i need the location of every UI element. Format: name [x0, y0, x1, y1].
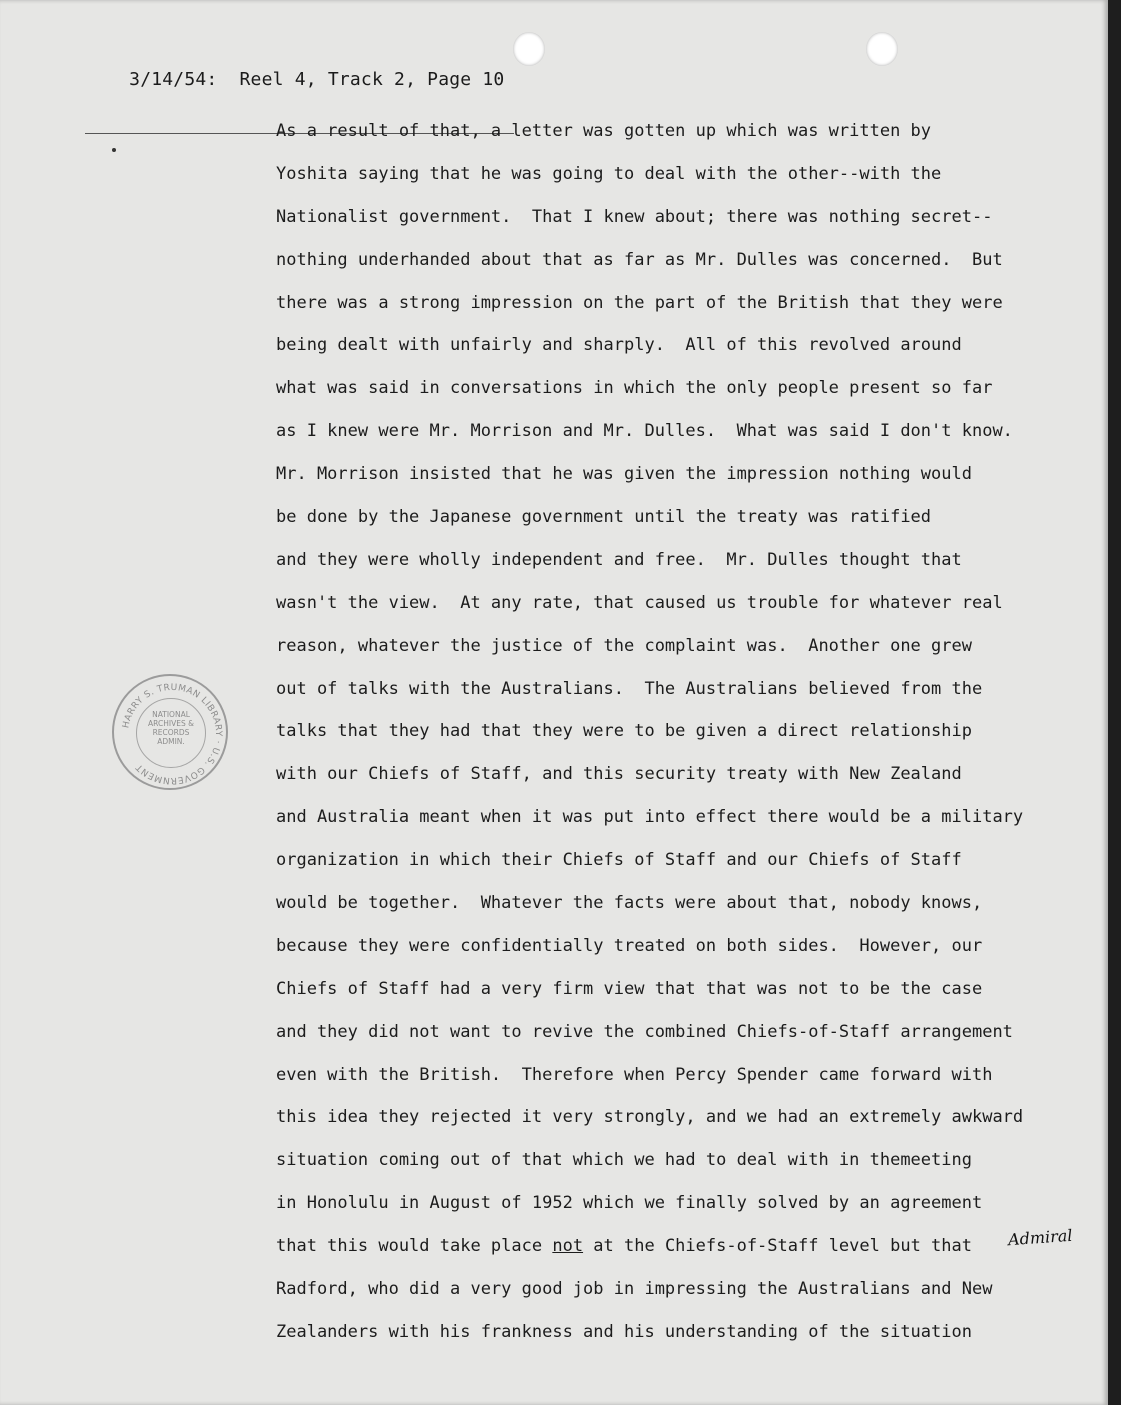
body-line: what was said in conversations in which the only people present so far — [276, 378, 993, 399]
body-line: organization in which their Chiefs of Staff and our Chiefs of Staff — [276, 850, 962, 871]
body-line: Radford, who did a very good job in impressing the Australians and New — [276, 1279, 993, 1300]
stamp-ring-label: HARRY S. TRUMAN LIBRARY · U.S. GOVERNMENT — [121, 682, 224, 786]
body-line-with-underline — [276, 1225, 1076, 1268]
body-line: and they did not want to revive the combined Chiefs-of-Staff arrangement — [276, 1021, 1013, 1042]
handwritten-annotation: Admiral — [1007, 1225, 1073, 1250]
body-line: As a result of that, a letter was gotten up which was written by — [276, 121, 932, 141]
body-line: Zealanders with his frankness and his understanding of the situation — [276, 1321, 972, 1342]
header-reference: 3/14/54: Reel 4, Track 2, Page 10 — [129, 69, 505, 90]
body-line: Nationalist government. That I knew about; there was nothing secret-- — [276, 206, 993, 227]
body-line: would be together. Whatever the facts were about that, nobody knows, — [276, 893, 983, 914]
punch-hole-right — [866, 32, 898, 66]
body-line: being dealt with unfairly and sharply. All of this revolved around — [276, 335, 962, 356]
body-line: be done by the Japanese government until the treaty was ratified — [276, 507, 932, 528]
stamp-center-text: NATIONAL ARCHIVES & RECORDS ADMIN. — [148, 710, 194, 746]
body-line: because they were confidentially treated on both sides. However, our — [276, 935, 983, 956]
body-line: as I knew were Mr. Morrison and Mr. Dulles. What was said I don't know. — [276, 421, 1013, 442]
body-line: Yoshita saying that he was going to deal with the other--with the — [276, 163, 942, 184]
body-line: with our Chiefs of Staff, and this security treaty with New Zealand — [276, 764, 962, 785]
body-line: Chiefs of Staff had a very firm view that that was not to be the case — [276, 978, 983, 999]
transcript-body — [276, 110, 1076, 1354]
body-line: reason, whatever the justice of the complaint was. Another one grew — [276, 635, 972, 656]
body-line: this idea they rejected it very strongly, and we had an extremely awkward — [276, 1107, 1024, 1128]
line-text-before: that this would take place — [276, 1236, 553, 1257]
body-line: situation coming out of that which we had to deal with in themeeting — [276, 1150, 972, 1171]
archive-stamp — [112, 674, 228, 790]
body-line: talks that they had that they were to be given a direct relationship — [276, 721, 972, 742]
scan-edge — [1108, 0, 1121, 1405]
underlined-word: not — [552, 1236, 584, 1257]
body-line: out of talks with the Australians. The Australians believed from the — [276, 678, 983, 699]
body-line: wasn't the view. At any rate, that caused us trouble for whatever real — [276, 592, 1003, 613]
body-line: there was a strong impression on the part of the British that they were — [276, 292, 1003, 313]
body-line: and they were wholly independent and free. Mr. Dulles thought that — [276, 549, 962, 570]
body-line: nothing underhanded about that as far as Mr. Dulles was concerned. But — [276, 249, 1003, 270]
body-line: and Australia meant when it was put into effect there would be a military — [276, 807, 1024, 828]
stray-mark — [112, 148, 116, 152]
body-line: in Honolulu in August of 1952 which we finally solved by an agreement — [276, 1193, 983, 1214]
body-line: Mr. Morrison insisted that he was given the impression nothing would — [276, 464, 972, 485]
line-text-after: at the Chiefs-of-Staff level but that — [583, 1236, 972, 1257]
punch-hole-left — [513, 32, 545, 66]
body-line: even with the British. Therefore when Percy Spender came forward with — [276, 1064, 993, 1085]
